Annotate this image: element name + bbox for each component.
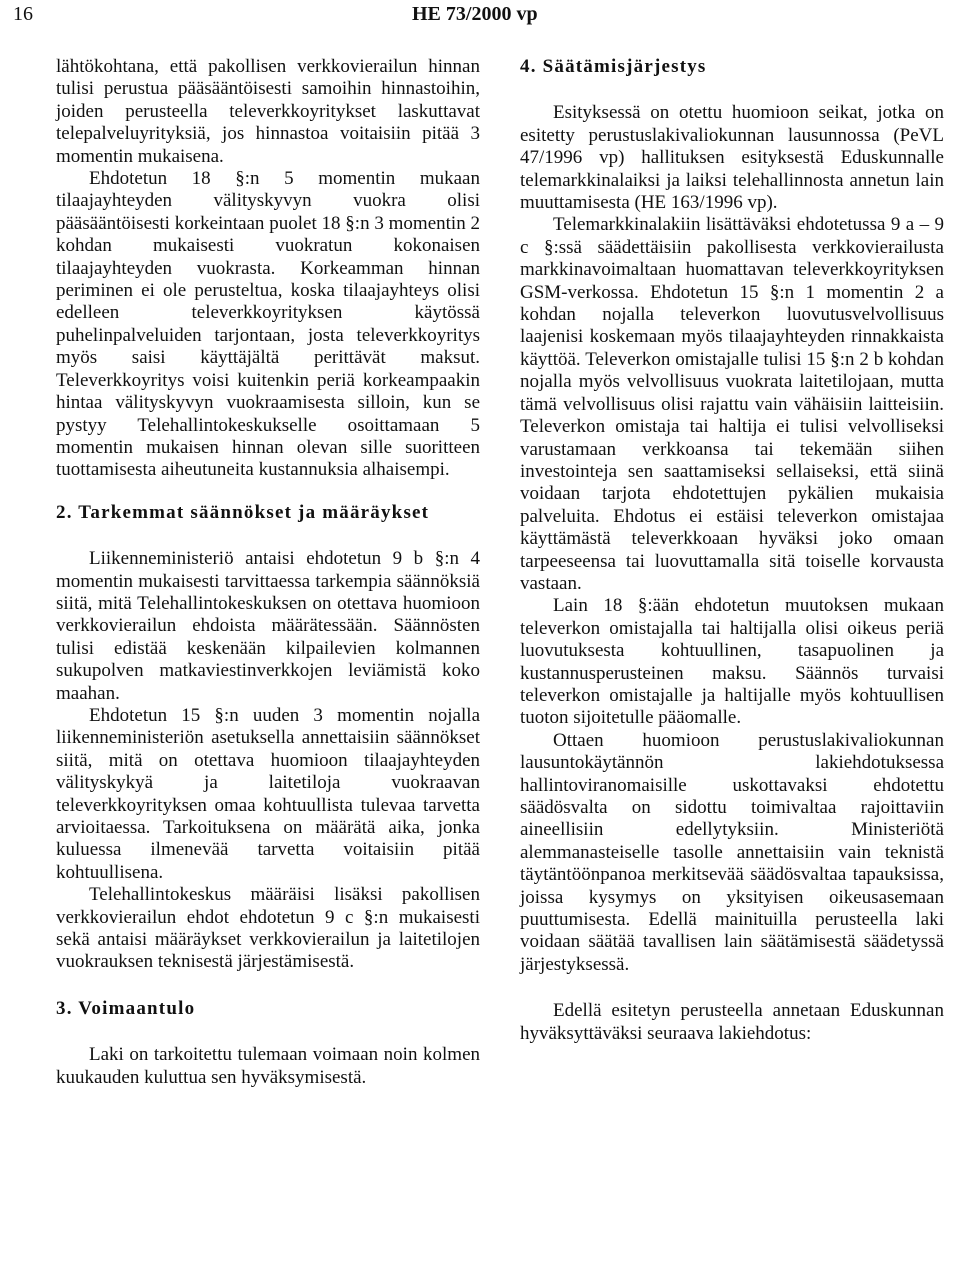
section-heading: 2. Tarkemmat säännökset ja määräykset xyxy=(56,501,430,523)
paragraph: Ehdotetun 15 §:n uuden 3 momentin nojalla liikenneministeriön asetuksella annettaisiin säännökset siitä, mitä on otettava huomioon tilaajayhteyden välityskykyä ja laitetiloja vuokraavan televerkkoyrityksen omaa kohtuullista tulevaa tarvetta arvioitaessa. Tarkoituksena on määrätä aika, jonka kuluessa ilmenevää tarvetta voitaisiin pitää kohtuullisena. xyxy=(56,704,480,883)
page-number: 16 xyxy=(13,3,33,25)
paragraph: Ottaen huomioon perustuslakivaliokunnan lausuntokäytännön lakiehdotuksessa hallintoviranomaisille uskottavaksi ehdotettu säädösvalta on sidottu toimivaltaa rajoittaviin aineellisiin edellytyksiin. Ministeriötä alemmanasteiselle tasolle annettaisiin vain teknistä täytäntöönpanoa merkitsevää säädösvaltaa tapauksissa, joissa kysymys on yksityisen oikeusasemaan puuttumisesta. Edellä mainituilla perusteella laki voidaan säätää tavallisen lain säätämisestä säädetyssä järjestyksessä. xyxy=(520,729,944,975)
paragraph: Lain 18 §:ään ehdotetun muutoksen mukaan televerkon omistajalla tai haltijalla olisi oikeus periä luovutuksesta kohtuullinen, tasapuolinen ja kustannusperusteinen maksu. Säännös turvaisi televerkon omistajalle ja haltijalle myös kohtuullisen tuoton sijoitetulle pääomalle. xyxy=(520,595,944,729)
section-heading: 3. Voimaantulo xyxy=(56,997,196,1019)
page-header xyxy=(0,0,960,40)
paragraph: Telehallintokeskus määräisi lisäksi pakollisen verkkovierailun ehdot ehdotetun 9 c §:n mukaisesti sekä antaisi määräykset verkkovierailun ja laitetilojen vuokrauksen teknisestä järjestämisestä. xyxy=(56,884,480,973)
paragraph: Ehdotetun 18 §:n 5 momentin mukaan tilaajayhteyden välityskyvyn vuokra olisi pääsääntöisesti korkeintaan puolet 18 §:n 3 momentin 2 kohdan mukaisesti vuokratun kokonaisen tilaajayhteyden vuokrasta. Korkeamman hinnan periminen ei ole perusteltua, koska tilaajayhteys olisi edelleen televerkkoyrityksen käytössä puhelinpalveluiden tarjontaan, josta televerkkoyritys myös saisi käyttäjältä perittävät maksut. Televerkkoyritys voisi kuitenkin periä korkeampaakin hintaa välityskyvyn vuokraamisesta silloin, kun se pystyy Telehallintokeskukselle osoittamaan 5 momentin mukaisen hinnan olevan sille suoritteen tuottamisesta aiheutuneita kustannuksia alhaisempi. xyxy=(56,168,480,481)
section-heading: 4. Säätämisjärjestys xyxy=(520,56,707,77)
paragraph: Esityksessä on otettu huomioon seikat, jotka on esitetty perustuslakivaliokunnan lausunnossa (PeVL 47/1996 vp) hallituksen esityksestä Eduskunnalle telemarkkinalaiksi ja laiksi telehallinnosta annetun lain muuttamisesta (HE 163/1996 vp). xyxy=(520,102,944,214)
paragraph: Edellä esitetyn perusteella annetaan Eduskunnan hyväksyttäväksi seuraava lakiehdotus: xyxy=(520,1000,944,1044)
paragraph: Liikenneministeriö antaisi ehdotetun 9 b §:n 4 momentin mukaisesti tarvittaessa tarkempia säännöksiä siitä, mitä Telehallintokeskuksen on otettava huomioon verkkovierailun ehdoista määrätessään. Säännösten tulisi edistää keskenään kilpailevien kolmannen sukupolven matkaviestinverkkojen leviämistä koko maahan. xyxy=(56,548,480,704)
paragraph: lähtökohtana, että pakollisen verkkovierailun hinnan tulisi perustua pääsääntöisesti samoihin hinnastoihin, joiden perusteella televerkkoyritykset laskuttavat telepalveluyrityksiä, jos hinnastoa voitaisiin pitää 3 momentin mukaisena. xyxy=(56,56,480,167)
document-id: HE 73/2000 vp xyxy=(412,3,538,25)
right-column xyxy=(520,56,944,1045)
left-column xyxy=(56,56,480,1089)
paragraph: Laki on tarkoitettu tulemaan voimaan noin kolmen kuukauden kuluttua sen hyväksymisestä. xyxy=(56,1044,480,1088)
paragraph: Telemarkkinalakiin lisättäväksi ehdotetussa 9 a – 9 c §:ssä säädettäisiin pakollisesta verkkovierailusta markkinavoimaltaan huomattavan televerkkoyrityksen GSM-verkossa. Ehdotetun 15 §:n 1 momentin 2 a kohdan nojalla televerkon luovutusvelvollisuus laajenisi koskemaan myös tilaajayhteyden rinnakkaista käyttöä. Televerkon omistajalle tulisi 15 §:n 2 b kohdan nojalla myös velvollisuus vuokrata laitetilojaan, mutta tämä velvollisuus olisi rajattu vain vähäisiin laitteisiin. Televerkon omistaja tai haltija ei tulisi velvolliseksi varustamaan verkkoansa tai tekemään siihen investointeja sen saattamiseksi sellaiseksi, että siinä voidaan tarjota ehdotettujen pykälien mukaisia palveluita. Ehdotus ei estäisi televerkon omistajaa käyttämästä televerkkoaan hyväksi joko omaan tarpeeseensa tai luovuttamalla sitä toiselle korvausta vastaan. xyxy=(520,214,944,594)
